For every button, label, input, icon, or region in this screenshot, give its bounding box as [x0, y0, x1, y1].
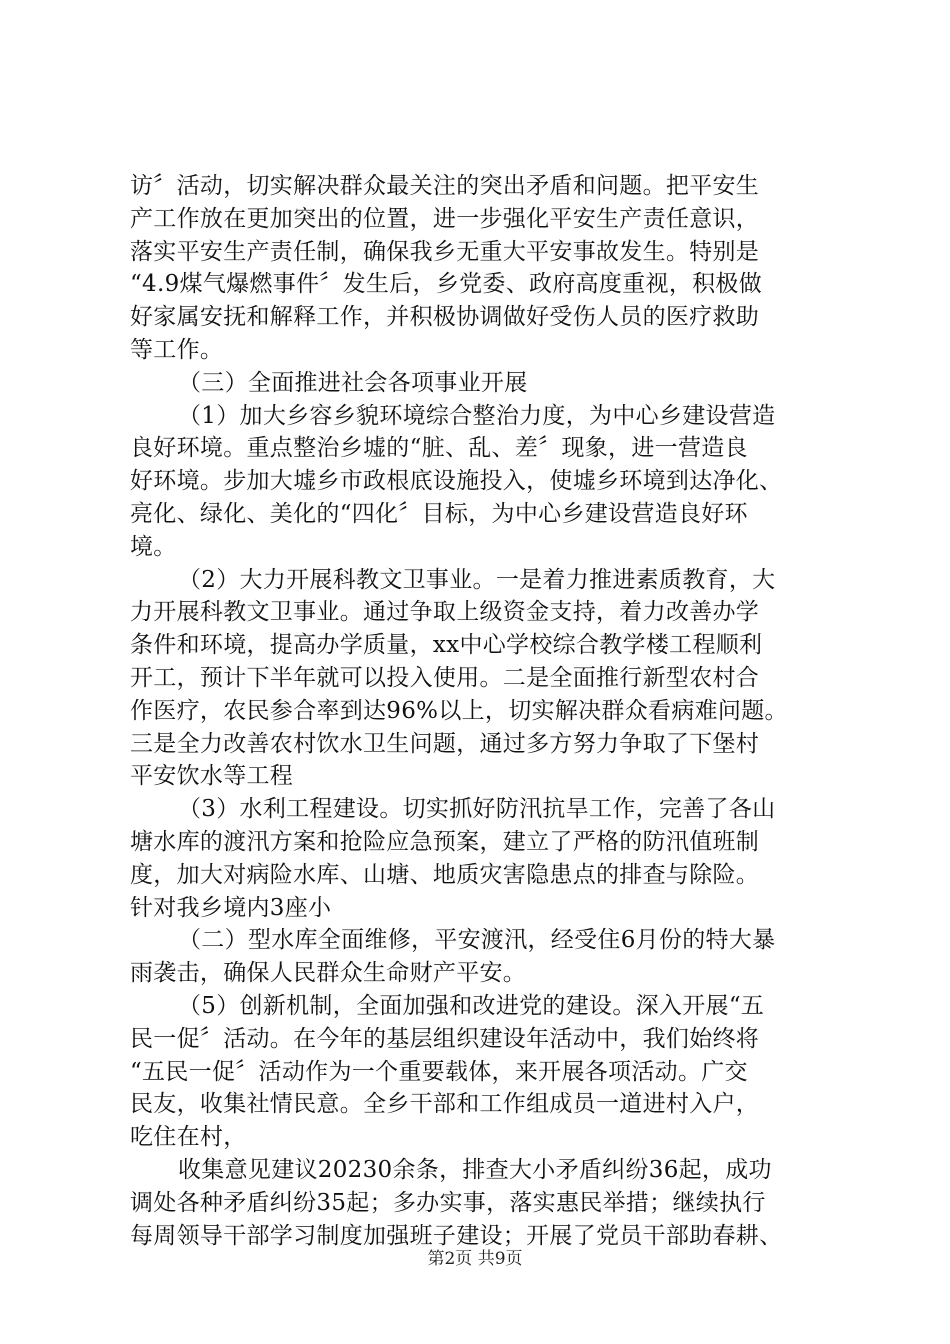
text-line: （5）创新机制，全面加强和改进党的建设。深入开展“五: [178, 992, 765, 1019]
text-line: 平安饮水等工程: [130, 763, 294, 790]
text-line: 条件和环境，提高办学质量，xx中心学校综合教学楼工程顺利: [130, 632, 763, 659]
text-line: （2）大力开展科教文卫事业。一是着力推进素质教育，大: [178, 566, 776, 593]
text-line: 雨袭击，确保人民群众生命财产平安。: [130, 960, 527, 987]
text-line: 民友，收集社情民意。全乡干部和工作组成员一道进村入户，: [130, 1091, 760, 1118]
document-body: [130, 170, 830, 1252]
text-line: 针对我乡境内3座小: [130, 894, 332, 921]
text-line: 好家属安抚和解释工作，并积极协调做好受伤人员的医疗救助: [130, 304, 760, 331]
page-footer: 第2页 共9页: [427, 1249, 523, 1269]
text-line: 境。: [130, 533, 177, 560]
text-line: 收集意见建议20230余条，排查大小矛盾纠纷36起，成功: [178, 1156, 772, 1183]
text-line: 好环境。步加大墟乡市政根底设施投入，使墟乡环境到达净化、: [130, 468, 783, 495]
text-line: 开工，预计下半年就可以投入使用。二是全面推行新型农村合: [130, 664, 760, 691]
text-line: 调处各种矛盾纠纷35起；多办实事，落实惠民举措；继续执行: [130, 1189, 766, 1216]
text-line: 良好环境。重点整治乡墟的“脏、乱、差〞现象，进一营造良: [130, 435, 748, 462]
text-line: 亮化、绿化、美化的“四化〞目标，为中心乡建设营造良好环: [130, 500, 748, 527]
text-line: 每周领导干部学习制度加强班子建设；开展了党员干部助春耕、: [130, 1222, 783, 1249]
text-line: 等工作。: [130, 336, 224, 363]
text-line: 民一促〞活动。在今年的基层组织建设年活动中，我们始终将: [130, 1025, 760, 1052]
text-line: 访〞活动，切实解决群众最关注的突出矛盾和问题。把平安生: [130, 173, 760, 199]
text-line: 作医疗，农民参合率到达96%以上，切实解决群众看病难问题。: [130, 697, 788, 724]
text-line: 落实平安生产责任制，确保我乡无重大平安事故发生。特别是: [130, 238, 760, 265]
text-line: （3）水利工程建设。切实抓好防汛抗旱工作，完善了各山: [178, 796, 776, 823]
text-line: 塘水库的渡汛方案和抢险应急预案，建立了严格的防汛值班制: [130, 828, 760, 855]
text-line: 产工作放在更加突出的位置，进一步强化平安生产责任意识，: [130, 205, 760, 232]
text-line: （二）型水库全面维修，平安渡汛，经受住6月份的特大暴: [178, 927, 776, 954]
text-line: 度，加大对病险水库、山塘、地质灾害隐患点的排查与除险。: [130, 861, 760, 888]
text-line: 吃住在村，: [130, 1124, 247, 1151]
text-line: “4.9煤气爆燃事件〞发生后，乡党委、政府高度重视，积极做: [130, 271, 763, 298]
text-line: （三）全面推进社会各项事业开展: [178, 369, 528, 396]
text-line: “五民一促〞活动作为一个重要载体，来开展各项活动。广交: [130, 1058, 748, 1085]
text-line: 力开展科教文卫事业。通过争取上级资金支持，着力改善办学: [130, 599, 760, 626]
text-line: 三是全力改善农村饮水卫生问题，通过多方努力争取了下堡村: [130, 730, 760, 757]
text-line: （1）加大乡容乡貌环境综合整治力度，为中心乡建设营造: [178, 402, 776, 429]
